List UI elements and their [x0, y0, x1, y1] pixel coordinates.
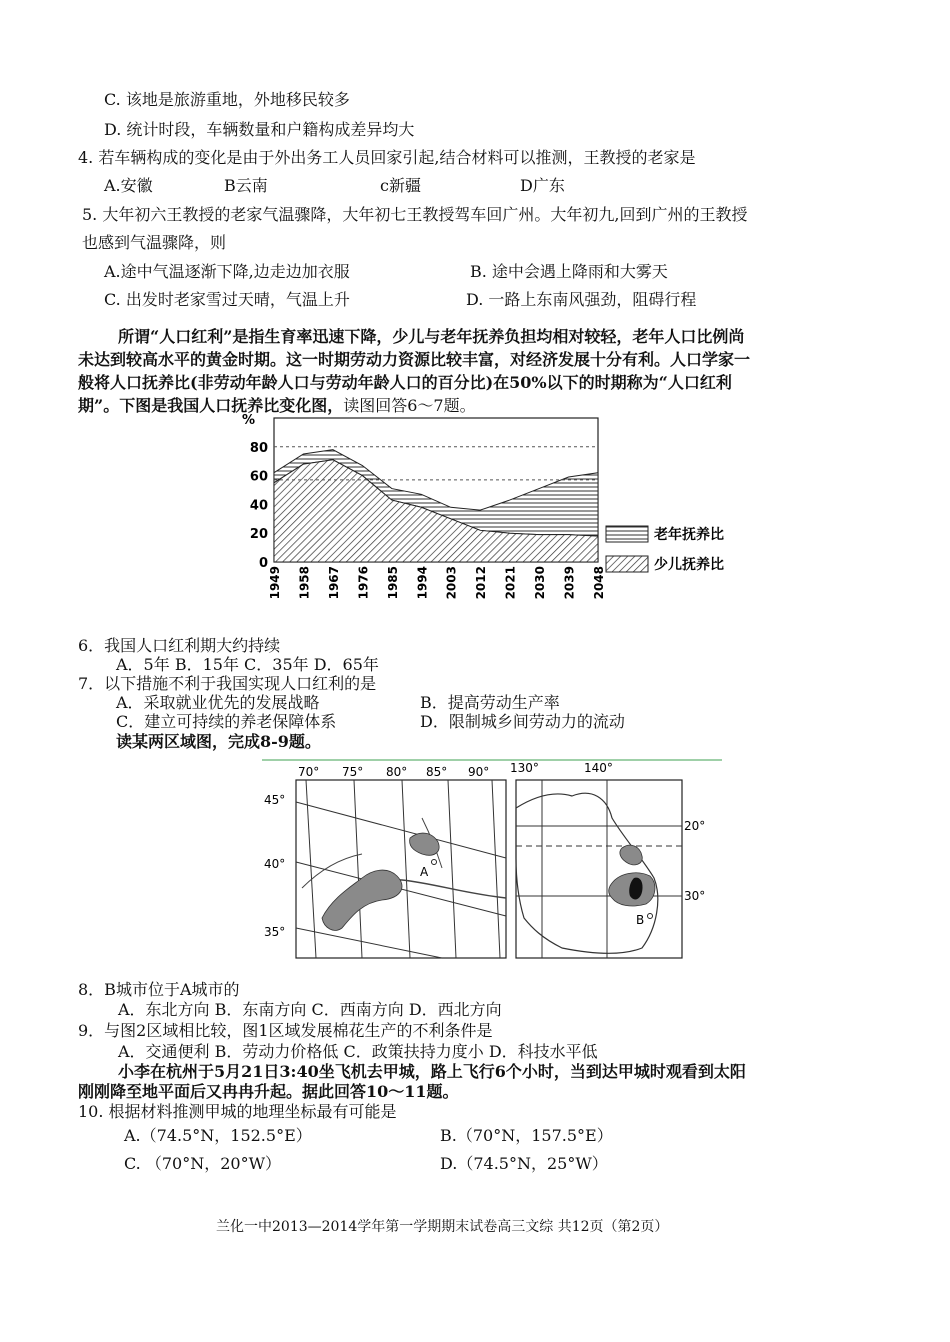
y-tick-label: 40 — [249, 498, 268, 514]
y-axis-unit: % — [242, 413, 256, 428]
q10-stem: 10. 根据材料推测甲城的地理坐标最有可能是 — [78, 1102, 397, 1121]
q10-option-a: A.（74.5°N，152.5°E） — [124, 1126, 312, 1145]
legend-swatch-child — [606, 556, 648, 572]
q9-stem: 9．与图2区域相比较，图1区域发展棉花生产的不利条件是 — [78, 1021, 493, 1040]
q7-option-a: A．采取就业优先的发展战略 — [116, 693, 320, 712]
map1-lon-70: 70° — [298, 765, 320, 779]
q5-stem-line2: 也感到气温骤降，则 — [82, 233, 227, 252]
map1-lon-90: 90° — [468, 765, 490, 779]
q3-option-c: C. 该地是旅游重地，外地移民较多 — [104, 90, 350, 109]
q6-options: A．5年 B．15年 C．35年 D．65年 — [116, 655, 379, 674]
y-tick-label: 0 — [258, 556, 268, 571]
x-tick-label: 2048 — [592, 566, 606, 600]
page-footer: 兰化一中2013—2014学年第一学期期末试卷高三文综 共12页（第2页） — [216, 1219, 669, 1235]
x-tick-label: 1949 — [268, 566, 282, 600]
q10-option-b: B.（70°N，157.5°E） — [440, 1126, 613, 1145]
map1-city-label: A — [420, 865, 429, 879]
q4-option-c: c新疆 — [380, 176, 421, 195]
q4-stem: 4. 若车辆构成的变化是由于外出务工人员回家引起,结合材料可以推测，王教授的老家是 — [78, 148, 696, 167]
maps-intro: 读某两区域图，完成8-9题。 — [116, 732, 321, 751]
map2-australia — [510, 761, 705, 958]
x-tick-label: 2012 — [474, 566, 489, 600]
y-tick-label: 80 — [249, 440, 268, 456]
q9-options: A．交通便利 B．劳动力价格低 C．政策扶持力度小 D．科技水平低 — [118, 1042, 598, 1061]
x-tick-label: 1976 — [356, 566, 371, 600]
x-tick-label: 1985 — [385, 566, 400, 600]
q7-option-c: C．建立可持续的养老保障体系 — [116, 712, 337, 731]
dependency-ratio-chart — [236, 410, 756, 620]
y-tick-label: 60 — [249, 469, 268, 485]
legend-label-child: 少儿抚养比 — [654, 557, 724, 573]
q8-options: A．东北方向 B．东南方向 C．西南方向 D．西北方向 — [118, 1000, 502, 1019]
x-tick-label: 1967 — [326, 566, 341, 600]
q4-option-a: A.安徽 — [104, 176, 153, 195]
q4-option-d: D广东 — [520, 176, 565, 195]
regional-maps — [262, 758, 724, 968]
passage-line4b: 读图回答6～7题。 — [343, 396, 476, 415]
q4-option-b: B云南 — [224, 176, 268, 195]
q7-option-b: B．提高劳动生产率 — [420, 693, 560, 712]
map2-lat-20: 20° — [684, 819, 706, 833]
q10-option-c: C. （70°N，20°W） — [124, 1154, 282, 1173]
passage2-line2: 刚刚降至地平面后又冉冉升起。据此回答10～11题。 — [78, 1082, 459, 1101]
passage-line3: 般将人口抚养比(非劳动年龄人口与劳动年龄人口的百分比)在50%以下的时期称为“人口红利 — [78, 373, 732, 392]
x-tick-label: 2039 — [562, 566, 577, 600]
q5-option-a: A.途中气温逐渐下降,边走边加衣服 — [104, 262, 350, 281]
map2-lon-130: 130° — [510, 761, 539, 775]
regional-maps-svg — [262, 758, 724, 968]
q3-option-d: D. 统计时段，车辆数量和户籍构成差异均大 — [104, 120, 415, 139]
x-tick-label: 2003 — [444, 566, 459, 600]
passage-line4a: 期”。下图是我国人口抚养比变化图， — [78, 396, 344, 415]
q5-option-d: D. 一路上东南风强劲，阻碍行程 — [466, 290, 697, 309]
map2-lat-30: 30° — [684, 889, 706, 903]
map2-lon-140: 140° — [584, 761, 613, 775]
map2-city-label: B — [636, 913, 645, 927]
legend-label-old-age: 老年抚养比 — [654, 527, 724, 543]
demographic-dividend-passage — [78, 325, 878, 417]
map1-lat-45: 45° — [264, 793, 286, 807]
x-tick-label: 1994 — [415, 566, 430, 600]
x-tick-label: 2021 — [503, 566, 518, 600]
x-tick-label: 2030 — [533, 566, 548, 600]
map1-lat-40: 40° — [264, 857, 286, 871]
q7-stem: 7．以下措施不利于我国实现人口红利的是 — [78, 674, 377, 693]
passage-line2: 未达到较高水平的黄金时期。这一时期劳动力资源比较丰富，对经济发展十分有利。人口学家一 — [78, 350, 751, 369]
q5-stem-line1: 5. 大年初六王教授的老家气温骤降，大年初七王教授驾车回广州。大年初九,回到广州的王教授 — [82, 205, 748, 224]
x-tick-label: 1958 — [297, 566, 312, 600]
map1-central-asia — [264, 765, 506, 958]
map1-lon-80: 80° — [386, 765, 408, 779]
q7-option-d: D．限制城乡间劳动力的流动 — [420, 712, 625, 731]
map1-lon-85: 85° — [426, 765, 448, 779]
q10-option-d: D.（74.5°N，25°W） — [440, 1154, 608, 1173]
passage2-line1: 小李在杭州于5月21日3:40坐飞机去甲城，路上飞行6个小时，当到达甲城时观看到太阳 — [118, 1062, 746, 1081]
map1-lat-35: 35° — [264, 925, 286, 939]
q5-option-c: C. 出发时老家雪过天晴，气温上升 — [104, 290, 350, 309]
q6-stem: 6．我国人口红利期大约持续 — [78, 636, 281, 655]
dependency-ratio-chart-svg — [236, 410, 756, 620]
legend-swatch-old-age — [606, 526, 648, 542]
map1-lon-75: 75° — [342, 765, 364, 779]
q8-stem: 8．B城市位于A城市的 — [78, 980, 240, 999]
passage-line1: 所谓“人口红利”是指生育率迅速下降，少儿与老年抚养负担均相对较轻，老年人口比例尚 — [118, 327, 745, 346]
y-tick-label: 20 — [249, 527, 268, 543]
q5-option-b: B. 途中会遇上降雨和大雾天 — [470, 262, 668, 281]
